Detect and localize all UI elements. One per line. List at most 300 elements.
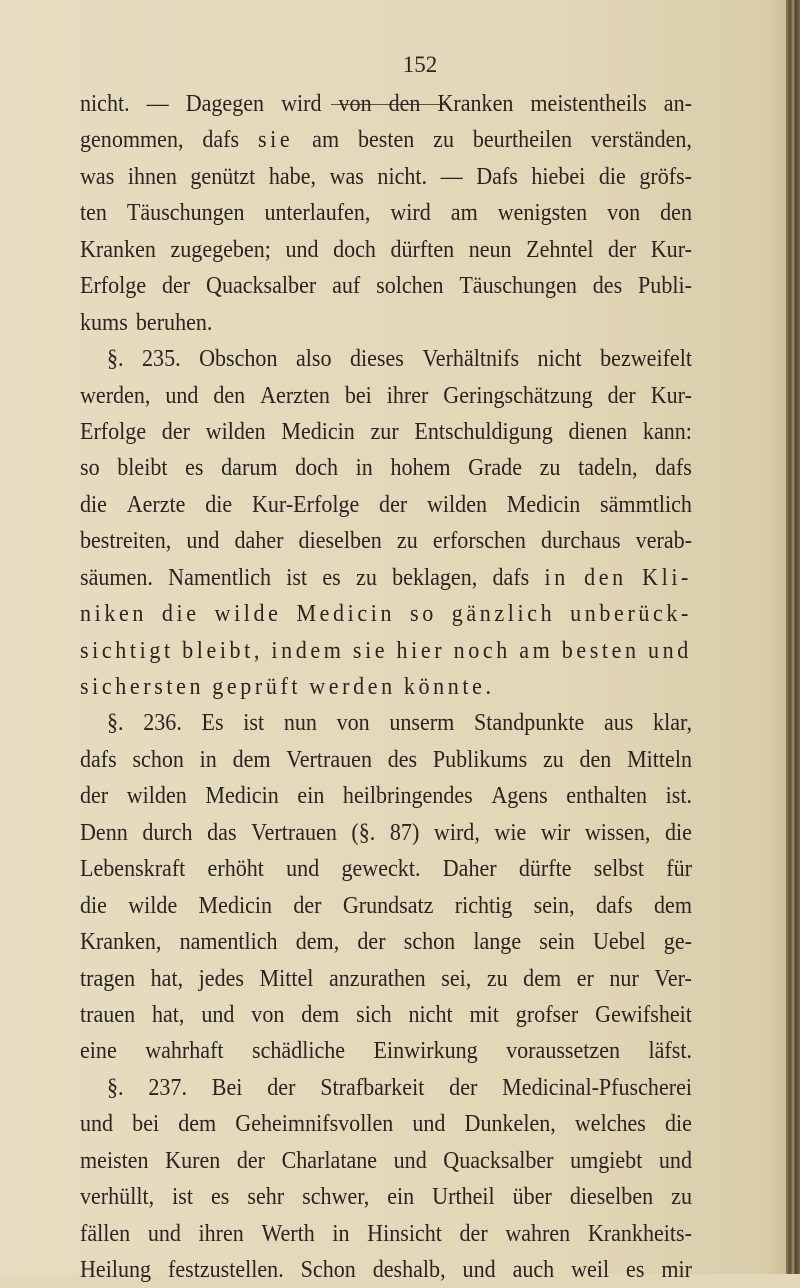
word: dieselben bbox=[298, 527, 382, 555]
word: beurtheilen bbox=[472, 126, 573, 154]
word: zur bbox=[370, 417, 399, 445]
text-line bbox=[80, 924, 692, 960]
word: trauen bbox=[80, 1000, 136, 1028]
word: anzurathen bbox=[328, 964, 426, 992]
word: bestreiten, bbox=[80, 527, 172, 555]
word: hohem bbox=[390, 454, 451, 482]
word: kann: bbox=[642, 417, 692, 445]
word: Charlatane bbox=[281, 1146, 378, 1174]
word: in bbox=[544, 563, 569, 591]
word: ein bbox=[387, 1183, 415, 1211]
word: zu bbox=[539, 454, 561, 482]
word: sichtigt bbox=[80, 636, 174, 664]
word: das bbox=[207, 818, 237, 846]
word: am bbox=[450, 199, 478, 227]
word: Uebel bbox=[592, 928, 646, 956]
word: der bbox=[236, 1146, 266, 1174]
word: Obschon bbox=[199, 345, 278, 373]
word: die bbox=[205, 490, 233, 518]
text-line bbox=[80, 122, 692, 158]
word: wir bbox=[540, 818, 571, 846]
word: nicht. bbox=[80, 90, 130, 117]
word: geweckt. bbox=[341, 855, 421, 883]
word: Vertrauen bbox=[251, 818, 337, 846]
word: Dagegen bbox=[185, 90, 265, 117]
word: — bbox=[440, 162, 463, 190]
word: bleibt, bbox=[182, 636, 264, 664]
word: den bbox=[388, 90, 421, 117]
text-line bbox=[80, 633, 692, 669]
word: tadeln, bbox=[578, 454, 638, 482]
word: dürften bbox=[390, 235, 455, 263]
word: — bbox=[146, 90, 169, 117]
word: zu bbox=[486, 964, 508, 992]
word: Medicin bbox=[205, 782, 279, 810]
word: läfst. bbox=[648, 1037, 692, 1065]
word: meisten bbox=[80, 1146, 149, 1174]
word: Bei bbox=[211, 1073, 243, 1101]
word: Medicin bbox=[281, 417, 355, 445]
text-line bbox=[80, 1106, 692, 1142]
word: grofser bbox=[515, 1000, 579, 1028]
word: habe, bbox=[268, 162, 317, 190]
word: den bbox=[584, 563, 627, 591]
word: es bbox=[626, 1256, 645, 1283]
word: hier bbox=[396, 636, 446, 664]
word: erhöht bbox=[207, 855, 264, 883]
word: der bbox=[161, 272, 191, 300]
word: Medicinal-Pfuscherei bbox=[502, 1073, 692, 1101]
word: am bbox=[312, 126, 340, 154]
text-line bbox=[80, 450, 692, 486]
word: Urtheil bbox=[432, 1183, 495, 1211]
word: Namentlich bbox=[168, 563, 272, 591]
word: in bbox=[355, 454, 373, 482]
word: Daher bbox=[442, 855, 497, 883]
text-line bbox=[80, 851, 692, 887]
word: Aerzte bbox=[126, 490, 186, 518]
word: den bbox=[579, 745, 612, 773]
page-number: 152 bbox=[402, 52, 438, 77]
word: voraussetzen bbox=[506, 1037, 621, 1065]
word: ein bbox=[297, 782, 325, 810]
word: darum bbox=[221, 454, 278, 482]
word: Werth bbox=[261, 1219, 315, 1247]
word: die bbox=[80, 891, 107, 919]
word: schädliche bbox=[252, 1037, 346, 1065]
word: Kuren bbox=[165, 1146, 221, 1174]
word: geprüft bbox=[212, 673, 302, 700]
word: genommen, bbox=[80, 126, 184, 154]
word: es bbox=[185, 454, 204, 482]
word: Agens bbox=[491, 782, 548, 810]
body-text bbox=[80, 86, 692, 1288]
word: ten bbox=[80, 199, 107, 227]
word: in bbox=[199, 745, 217, 773]
word: Quacksalber bbox=[206, 272, 317, 300]
word: Erfolge bbox=[80, 272, 147, 300]
word: enthalten bbox=[566, 782, 648, 810]
word: die bbox=[161, 600, 200, 628]
word: gänzlich bbox=[451, 600, 556, 628]
text-line bbox=[80, 414, 692, 450]
word: selbst bbox=[593, 855, 645, 883]
word: es bbox=[210, 1183, 230, 1211]
word: und bbox=[393, 1146, 427, 1174]
word: er bbox=[576, 964, 594, 992]
word: ge- bbox=[663, 928, 692, 956]
word: Kur- bbox=[650, 235, 692, 263]
word: sei, bbox=[441, 964, 472, 992]
word: unberück- bbox=[570, 600, 692, 628]
word: dafs bbox=[655, 454, 692, 482]
word: bleibt bbox=[117, 454, 168, 482]
word: ihrer bbox=[386, 381, 429, 409]
word: eine bbox=[80, 1037, 117, 1065]
text-line bbox=[80, 487, 692, 523]
word: zu bbox=[396, 527, 418, 555]
word: der bbox=[293, 891, 322, 919]
word: 236. bbox=[143, 709, 182, 737]
word: Dafs bbox=[476, 162, 518, 190]
word: der bbox=[267, 1073, 296, 1101]
word: sich bbox=[356, 1000, 392, 1028]
word: Dunkelen, bbox=[464, 1110, 556, 1138]
word: dem bbox=[232, 745, 271, 773]
word: und bbox=[186, 527, 220, 555]
word: und bbox=[412, 1110, 446, 1138]
text-line bbox=[80, 1216, 692, 1252]
word: Medicin bbox=[296, 600, 396, 628]
word: wissen, bbox=[584, 818, 651, 846]
word: Geheimnifsvollen bbox=[235, 1110, 394, 1138]
word: namentlich bbox=[179, 928, 278, 956]
word: Heilung bbox=[80, 1256, 152, 1283]
word: der bbox=[379, 490, 408, 518]
word: sein bbox=[539, 928, 575, 956]
text-line bbox=[80, 560, 692, 596]
word: Strafbarkeit bbox=[320, 1073, 425, 1101]
word: dem bbox=[178, 1110, 217, 1138]
word: ist bbox=[172, 1183, 193, 1211]
word: der bbox=[357, 928, 386, 956]
word: beruhen. bbox=[135, 308, 213, 336]
word: indem bbox=[271, 636, 345, 664]
text-line bbox=[80, 778, 692, 814]
word: so bbox=[80, 454, 100, 482]
word: von bbox=[336, 709, 370, 737]
word: Vertrauen bbox=[286, 745, 372, 773]
word: bei bbox=[344, 381, 372, 409]
text-line bbox=[80, 669, 692, 705]
word: in bbox=[332, 1219, 350, 1247]
word: wilden bbox=[126, 782, 187, 810]
word: der bbox=[449, 1073, 478, 1101]
text-line bbox=[80, 1143, 692, 1179]
word: über bbox=[512, 1183, 552, 1211]
word: 237. bbox=[148, 1073, 187, 1101]
word: ist bbox=[243, 709, 265, 737]
word: Gewifsheit bbox=[595, 1000, 692, 1028]
text-line bbox=[80, 1070, 692, 1106]
word: doch bbox=[333, 235, 376, 263]
text-line bbox=[80, 523, 692, 559]
word: Lebenskraft bbox=[80, 855, 186, 883]
text-line bbox=[80, 195, 692, 231]
word: Krankheits- bbox=[587, 1219, 692, 1247]
text-line bbox=[80, 305, 692, 341]
word: deshalb, bbox=[372, 1256, 446, 1283]
word: zu bbox=[356, 563, 377, 591]
word: unterlaufen, bbox=[264, 199, 371, 227]
word: des bbox=[592, 272, 623, 300]
word: auch bbox=[512, 1256, 555, 1283]
word: Denn bbox=[80, 818, 128, 846]
word: §. bbox=[107, 345, 124, 373]
word: §. bbox=[107, 1073, 124, 1101]
word: zu bbox=[433, 126, 454, 154]
word: sein, bbox=[533, 891, 575, 919]
text-line bbox=[80, 378, 692, 414]
text-line bbox=[80, 232, 692, 268]
word: an- bbox=[663, 90, 692, 117]
text-line bbox=[80, 1179, 692, 1215]
word: fällen bbox=[80, 1219, 131, 1247]
word: Täuschungen bbox=[126, 199, 245, 227]
word: und bbox=[165, 381, 199, 409]
page-edge bbox=[786, 0, 800, 1274]
word: niken bbox=[80, 600, 147, 628]
word: hat, bbox=[150, 964, 184, 992]
word: dafs bbox=[202, 126, 240, 154]
word: und bbox=[80, 1110, 114, 1138]
word: jedes bbox=[198, 964, 244, 992]
word: ihnen bbox=[127, 162, 177, 190]
word: weil bbox=[571, 1256, 610, 1283]
word: ist bbox=[286, 563, 308, 591]
word: 87) bbox=[389, 818, 420, 846]
word: Erfolge bbox=[80, 417, 147, 445]
word: dafs bbox=[492, 563, 530, 591]
word: Kur- bbox=[650, 381, 692, 409]
word: Kur-Erfolge bbox=[251, 490, 360, 518]
word: Kli- bbox=[642, 563, 692, 591]
word: kums bbox=[80, 308, 128, 336]
word: nun bbox=[283, 709, 317, 737]
word: wird, bbox=[433, 818, 480, 846]
word: Täuschungen bbox=[459, 272, 577, 300]
word: werden bbox=[309, 673, 396, 700]
text-line bbox=[80, 341, 692, 377]
word: Grade bbox=[468, 454, 522, 482]
word: der bbox=[607, 381, 636, 409]
word: 235. bbox=[142, 345, 181, 373]
word: werden, bbox=[80, 381, 151, 409]
word: Ver- bbox=[654, 964, 692, 992]
word: Zehntel bbox=[526, 235, 594, 263]
word: hiebei bbox=[531, 162, 586, 190]
word: Hinsicht bbox=[367, 1219, 442, 1247]
text-line bbox=[80, 596, 692, 632]
word: was bbox=[80, 162, 115, 190]
text-line bbox=[80, 159, 692, 195]
word: die bbox=[80, 490, 107, 518]
word: nicht bbox=[408, 1000, 453, 1028]
word: Einwirkung bbox=[373, 1037, 478, 1065]
word: gröfs- bbox=[639, 162, 692, 190]
word: nur bbox=[609, 964, 639, 992]
word: dienen bbox=[568, 417, 628, 445]
word: Standpunkte bbox=[473, 709, 585, 737]
word: dafs bbox=[80, 745, 117, 773]
word: festzustellen. bbox=[167, 1256, 284, 1283]
word: dem bbox=[654, 891, 692, 919]
text-line bbox=[80, 997, 692, 1033]
word: also bbox=[295, 345, 332, 373]
word: die bbox=[598, 162, 626, 190]
word: Entschuldigung bbox=[414, 417, 553, 445]
word: sie bbox=[257, 126, 294, 154]
word: genützt bbox=[190, 162, 256, 190]
word: die bbox=[665, 1110, 692, 1138]
word: dafs bbox=[595, 891, 633, 919]
word: durch bbox=[142, 818, 193, 846]
text-line bbox=[80, 1033, 692, 1069]
word: und bbox=[658, 1146, 692, 1174]
word: und bbox=[285, 235, 319, 263]
word: so bbox=[410, 600, 437, 628]
word: der bbox=[459, 1219, 488, 1247]
word: von bbox=[338, 90, 372, 117]
word: §. bbox=[107, 709, 124, 737]
word: den bbox=[213, 381, 246, 409]
word: dem bbox=[523, 964, 562, 992]
word: besten bbox=[357, 126, 415, 154]
word: aus bbox=[603, 709, 634, 737]
word: und bbox=[201, 1000, 235, 1028]
text-line bbox=[80, 888, 692, 924]
word: umgiebt bbox=[570, 1146, 643, 1174]
word: von bbox=[607, 199, 641, 227]
word: wilden bbox=[205, 417, 266, 445]
word: und bbox=[462, 1256, 496, 1283]
word: sehr bbox=[247, 1183, 285, 1211]
word: unserm bbox=[389, 709, 455, 737]
word: beklagen, bbox=[392, 563, 478, 591]
word: durchaus bbox=[540, 527, 621, 555]
text-line bbox=[80, 705, 692, 741]
word: Es bbox=[201, 709, 224, 737]
word: Quacksalber bbox=[443, 1146, 554, 1174]
word: Geringschätzung bbox=[443, 381, 593, 409]
text-line bbox=[80, 961, 692, 997]
word: und bbox=[648, 636, 692, 664]
word: heilbringendes bbox=[342, 782, 473, 810]
word: klar, bbox=[653, 709, 692, 737]
word: sichersten bbox=[80, 673, 205, 700]
word: dürfte bbox=[518, 855, 572, 883]
word: bezweifelt bbox=[600, 345, 692, 373]
word: meistentheils bbox=[530, 90, 647, 117]
word: Medicin bbox=[198, 891, 273, 919]
word: nicht. bbox=[377, 162, 428, 190]
word: die bbox=[664, 818, 692, 846]
word: noch bbox=[453, 636, 511, 664]
word: Schon bbox=[300, 1256, 356, 1283]
word: tragen bbox=[80, 964, 136, 992]
word: der bbox=[608, 235, 637, 263]
word: ist. bbox=[665, 782, 692, 810]
word: säumen. bbox=[80, 563, 153, 591]
text-line bbox=[80, 86, 692, 122]
word: wird bbox=[281, 90, 322, 117]
word: schon bbox=[132, 745, 184, 773]
word: Mitteln bbox=[627, 745, 692, 773]
word: von bbox=[251, 1000, 285, 1028]
word: auf bbox=[332, 272, 361, 300]
word: und bbox=[286, 855, 320, 883]
text-line bbox=[80, 1252, 692, 1288]
word: doch bbox=[295, 454, 339, 482]
word: wie bbox=[494, 818, 527, 846]
text-line bbox=[80, 815, 692, 851]
word: Publikums bbox=[432, 745, 528, 773]
word: der bbox=[80, 782, 109, 810]
word: und bbox=[147, 1219, 181, 1247]
word: zu bbox=[542, 745, 564, 773]
word: hat, bbox=[151, 1000, 185, 1028]
word: Verhältnifs bbox=[422, 345, 520, 373]
word: Grundsatz bbox=[342, 891, 434, 919]
word: dem, bbox=[295, 928, 340, 956]
word: wahren bbox=[505, 1219, 571, 1247]
word: was bbox=[329, 162, 364, 190]
word: schwer, bbox=[302, 1183, 370, 1211]
word: dieselben bbox=[569, 1183, 654, 1211]
word: schon bbox=[403, 928, 456, 956]
word: Aerzten bbox=[260, 381, 330, 409]
word: Kranken bbox=[437, 90, 514, 117]
word: sämmtlich bbox=[600, 490, 692, 518]
word: zu bbox=[671, 1183, 692, 1211]
word: dieses bbox=[349, 345, 404, 373]
word: besten bbox=[561, 636, 640, 664]
text-line bbox=[80, 268, 692, 304]
word: sie bbox=[352, 636, 389, 664]
word: mit bbox=[469, 1000, 499, 1028]
word: erforschen bbox=[432, 527, 526, 555]
word: verhüllt, bbox=[80, 1183, 155, 1211]
word: welches bbox=[574, 1110, 646, 1138]
word: Mittel bbox=[259, 964, 314, 992]
word: am bbox=[519, 636, 554, 664]
word: mir bbox=[661, 1256, 692, 1283]
word: richtig bbox=[454, 891, 513, 919]
word: wenigsten bbox=[497, 199, 588, 227]
word: dem bbox=[301, 1000, 340, 1028]
word: wilde bbox=[128, 891, 178, 919]
word: bei bbox=[132, 1110, 160, 1138]
word: lange bbox=[473, 928, 522, 956]
word: (§. bbox=[351, 818, 376, 846]
word: verab- bbox=[635, 527, 692, 555]
word: Kranken, bbox=[80, 928, 162, 956]
word: zugegeben; bbox=[170, 235, 271, 263]
word: es bbox=[322, 563, 341, 591]
word: neun bbox=[468, 235, 512, 263]
word: der bbox=[161, 417, 190, 445]
word: des bbox=[387, 745, 418, 773]
